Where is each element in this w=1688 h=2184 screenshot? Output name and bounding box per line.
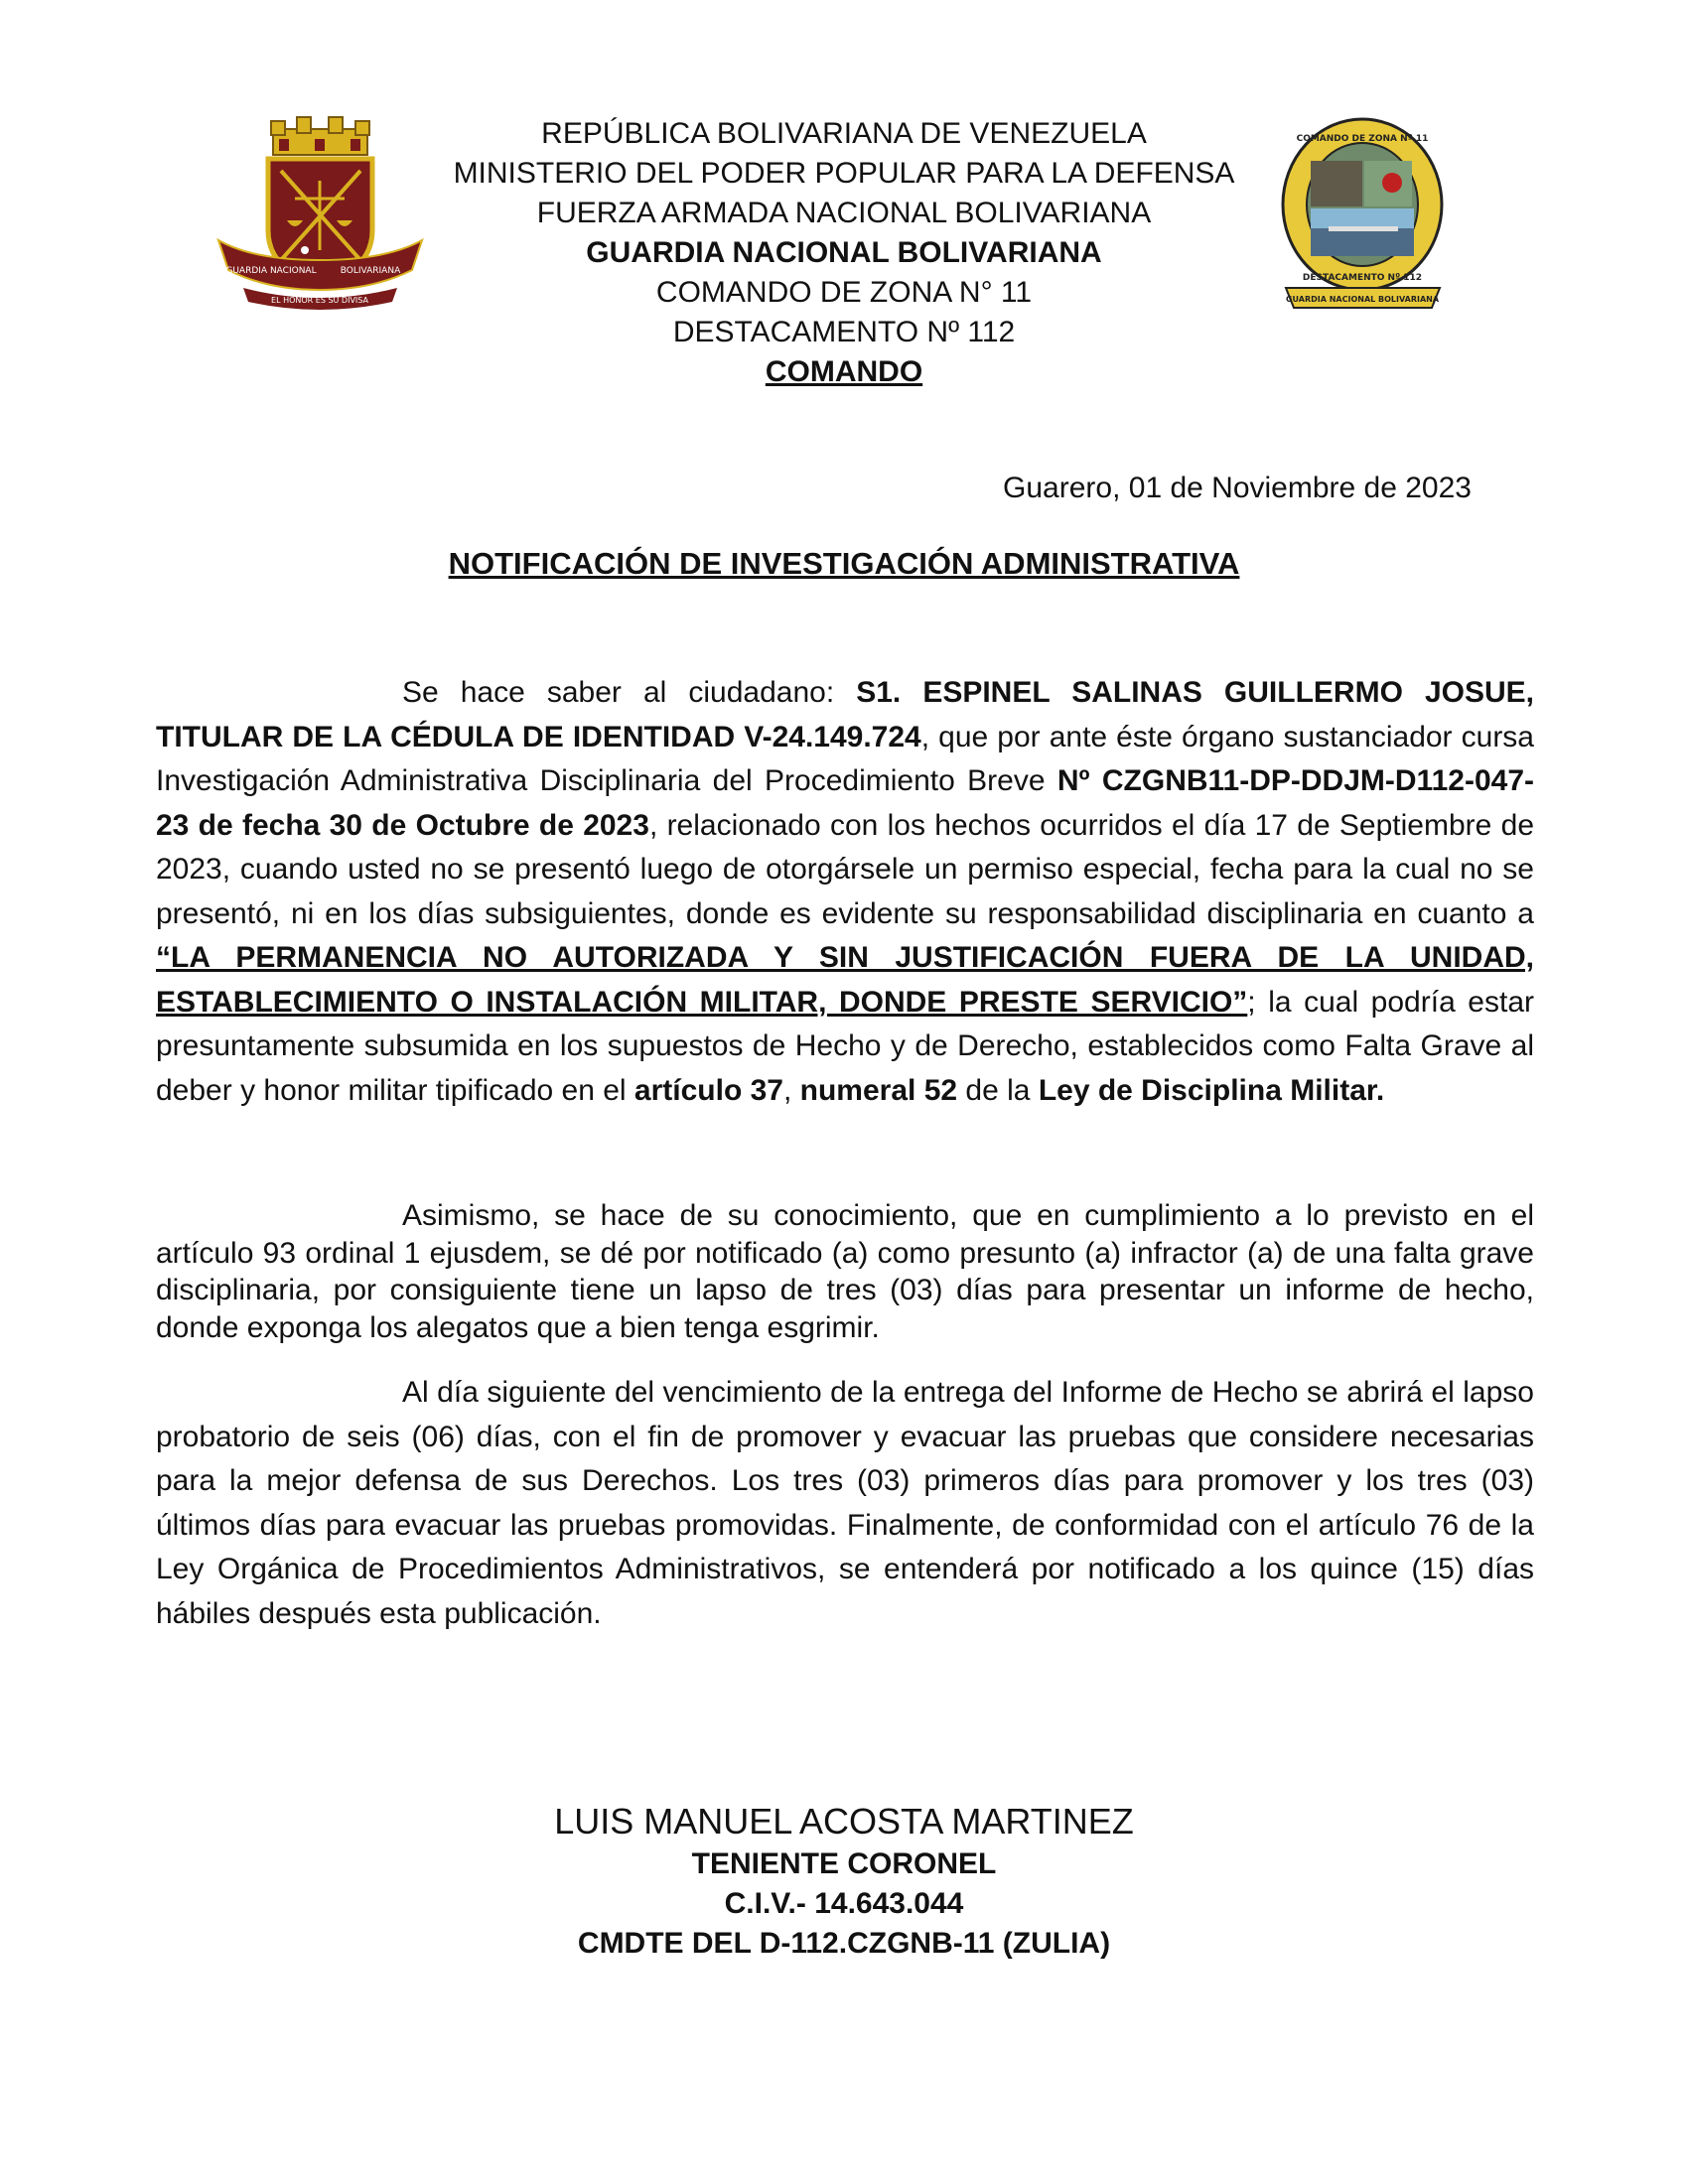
header-line-guardia-nacional: GUARDIA NACIONAL BOLIVARIANA	[586, 236, 1102, 269]
signatory-position: CMDTE DEL D-112.CZGNB-11 (ZULIA)	[577, 1927, 1111, 1960]
p1-citizen-id: S1. ESPINEL SALINAS GUILLERMO JOSUE, TITULAR DE LA CÉDULA DE IDENTIDAD V-24.149.724	[156, 676, 1535, 753]
header-line-republica: REPÚBLICA BOLIVARIANA DE VENEZUELA	[541, 117, 1147, 150]
right-emblem-banner: GUARDIA NACIONAL BOLIVARIANA	[1285, 295, 1440, 304]
notification-paragraph-2: Asimismo, se hace de su conocimiento, que en cumplimiento a lo previsto en el artículo 93 ordinal 1 ejusdem, se dé por notificado (a) como presunto (a) infractor (a) de una falta grave disciplinaria, por consiguiente tiene un lapso de tres (03) días para presentar un informe de hecho, donde exponga los alegatos que a bien tenga esgrimir.	[156, 1199, 1534, 1344]
notification-paragraph-1	[156, 671, 1534, 1113]
header-line-ministerio: MINISTERIO DEL PODER POPULAR PARA LA DEFENSA	[453, 157, 1235, 190]
institution-header	[397, 114, 1291, 392]
p1-text-2: , que por ante éste órgano sustanciador cursa Investigación Administrativa Disciplinaria del Procedimiento Breve	[156, 720, 1534, 797]
header-line-comando-zona: COMANDO DE ZONA N° 11	[655, 276, 1033, 309]
p1-text-4: ; la cual podría estar presuntamente subsumida en los supuestos de Hecho y de Derecho, establecidos como Falta Grave al deber y honor militar tipificado en el	[156, 985, 1535, 1107]
p1-text-6: de la	[957, 1073, 1039, 1107]
document-date: Guarero, 01 de Noviembre de 2023	[1003, 472, 1472, 504]
right-emblem-ring-bottom: DESTACAMENTO Nº 112	[1302, 273, 1423, 283]
header-line-fuerza-armada: FUERZA ARMADA NACIONAL BOLIVARIANA	[536, 197, 1152, 229]
signature-block	[0, 1799, 1688, 1964]
p1-offense-description: “LA PERMANENCIA NO AUTORIZADA Y SIN JUSTIFICACIÓN FUERA DE LA UNIDAD, ESTABLECIMIENTO O INSTALACIÓN MILITAR, DONDE PRESTE SERVICIO”	[156, 941, 1534, 1019]
signatory-rank: TENIENTE CORONEL	[691, 1847, 997, 1880]
header-line-destacamento: DESTACAMENTO Nº 112	[672, 316, 1016, 348]
document-title: NOTIFICACIÓN DE INVESTIGACIÓN ADMINISTRATIVA	[448, 546, 1240, 581]
header-line-comando: COMANDO	[765, 355, 923, 388]
notification-paragraph-3: Al día siguiente del vencimiento de la entrega del Informe de Hecho se abrirá el lapso probatorio de seis (06) días, con el fin de promover y evacuar las pruebas que considere necesarias para la mejor defensa de sus Derechos. Los tres (03) primeros días para promover y los tres (03) últimos días para evacuar las pruebas promovidas. Finalmente, de conformidad con el artículo 76 de la Ley Orgánica de Procedimientos Administrativos, se entenderá por notificado a los quince (15) días hábiles después esta publicación.	[156, 1376, 1534, 1630]
p1-article: artículo 37	[633, 1073, 783, 1107]
p1-text-3: , relacionado con los hechos ocurridos el día 17 de Septiembre de 2023, cuando usted no se presentó luego de otorgársele un permiso especial, fecha para la cual no se presentó, ni en los días subsiguientes, donde es evidente su responsabilidad disciplinaria en cuanto a	[156, 808, 1534, 930]
p1-text-5: ,	[782, 1073, 800, 1107]
p1-procedure-number: Nº CZGNB11-DP-DDJM-D112-047-23 de fecha 30 de Octubre de 2023	[156, 764, 1534, 842]
p1-text-1: Se hace saber al ciudadano:	[402, 676, 857, 709]
signatory-civ: C.I.V.- 14.643.044	[724, 1887, 964, 1920]
right-emblem-ring-top: COMANDO DE ZONA Nº 11	[1296, 134, 1429, 144]
signatory-name: LUIS MANUEL ACOSTA MARTINEZ	[554, 1801, 1134, 1842]
guardia-nacional-coat-of-arms-icon	[213, 111, 427, 310]
left-emblem-motto: EL HONOR ES SU DIVISA	[271, 296, 368, 305]
left-emblem-banner-right: BOLIVARIANA	[340, 266, 401, 276]
destacamento-112-badge-icon	[1281, 117, 1450, 316]
left-emblem-banner-left: GUARDIA NACIONAL	[225, 266, 317, 276]
p1-numeral: numeral 52	[799, 1073, 958, 1107]
p1-law-name: Ley de Disciplina Militar.	[1038, 1073, 1385, 1107]
